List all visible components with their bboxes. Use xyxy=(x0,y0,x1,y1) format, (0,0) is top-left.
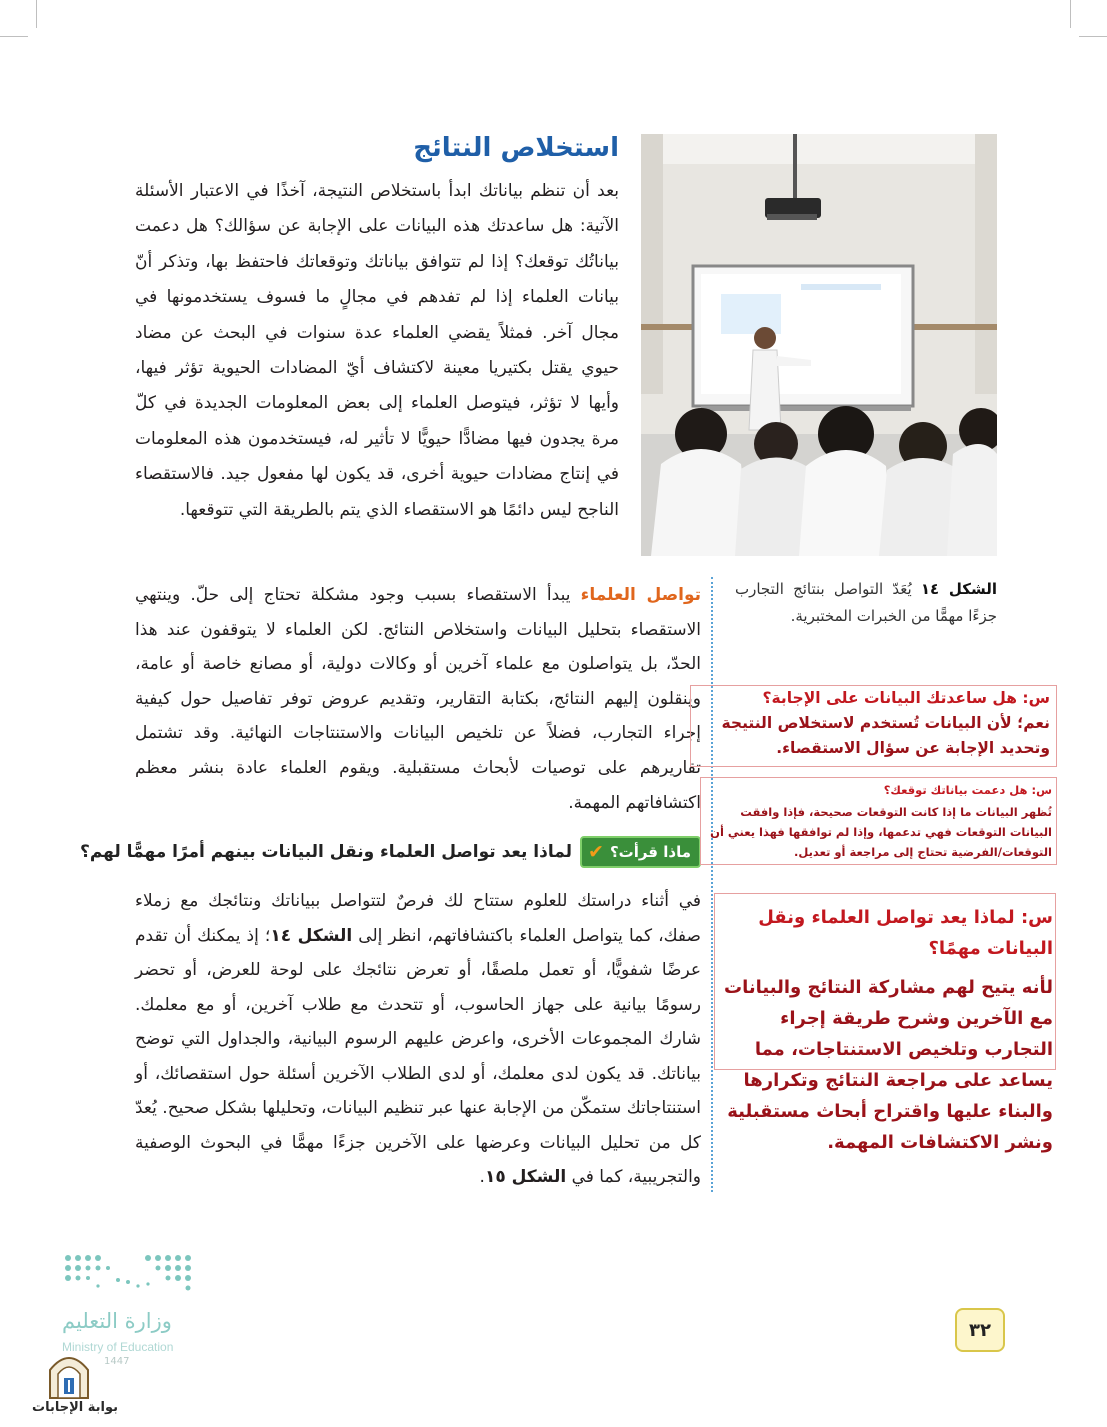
reading-check-badge xyxy=(580,836,701,868)
crop-mark xyxy=(1079,36,1107,37)
ministry-name-arabic: وزارة التعليم xyxy=(62,1309,172,1333)
note-question: س: هل دعمت بياناتك توقعك؟ xyxy=(883,783,1052,797)
crop-mark xyxy=(0,36,28,37)
body-text-part: . xyxy=(479,1167,485,1187)
note-answer: تُظهر البيانات ما إذا كانت التوقعات صحيحة، فإذا وافقت البيانات التوقعات فهي تدعمها، وإذا لم توافقها فهذا يعني أن التوقعات/الفرضية تحتاج إلى مراجعة أو تعديل. xyxy=(710,805,1052,859)
note-answer: نعم؛ لأن البيانات تُستخدم لاستخلاص النتيجة وتحديد الإجابة عن سؤال الاستقصاء. xyxy=(721,714,1050,757)
note-question: س: هل ساعدتك البيانات على الإجابة؟ xyxy=(762,689,1050,707)
checkmark-icon: ✔ xyxy=(588,841,604,863)
figure-caption-text: يُعَدّ التواصل بنتائج التجارب جزءًا مهمًّا من الخبرات المختبرية. xyxy=(735,580,997,625)
crop-mark xyxy=(1070,0,1071,28)
figure-reference: الشكل ١٥ xyxy=(484,1167,567,1187)
intro-paragraph: بعد أن تنظم بياناتك ابدأ باستخلاص النتيجة، آخذًا في الاعتبار الأسئلة الآتية: هل ساعدتك هذه البيانات على الإجابة عن سؤالك؟ هل دعمت بياناتُك توقعك؟ إذا لم تتوافق بياناتك وتوقعاتك فاحتفظ بها، وتذكر أنّ بيانات العلماء إذا لم تفدهم في مجالٍ ما فسوف يستخدمونها في مجال آخر. فمثلاً يقضي العلماء عدة سنوات في البحث عن مضاد حيوي يقتل بكتيريا معينة لاكتشاف أيّ المضادات الحيوية تؤثر فيها، وأيها لا تؤثر، فيتوصل العلماء إلى بعض المعلومات الجديدة في كلّ مرة يجدون فيها مضادًّا حيويًّا لا تأثير له، فيستخدمون هذه المعلومات في إنتاج مضادات حيوية أخرى، قد يكون لها مفعول جيد. فالاستقصاء الناجح ليس دائمًا هو الاستقصاء الذي يتم بالطريقة التي تتوقعها. xyxy=(135,181,619,520)
note-answer: لأنه يتيح لهم مشاركة النتائج والبيانات مع الآخرين وشرح طريقة إجراء التجارب وتلخيص الاستنتاجات، مما يساعد على مراجعة النتائج وتكرارها والبناء عليها واقتراح أبحاث مستقبلية ونشر الاكتشافات المهمة. xyxy=(724,977,1053,1153)
reading-check-label: ماذا قرأت؟ xyxy=(609,843,691,861)
edition-year: 1447 xyxy=(104,1356,130,1367)
communication-text: يبدأ الاستقصاء بسبب وجود مشكلة تحتاج إلى حلّ. وينتهي الاستقصاء بتحليل البيانات واستخلاص النتائج. لكن العلماء لا يتوقفون عند هذا الحدّ، بل يتواصلون مع علماء آخرين أو وكالات دولية، أو مصانع خاصة أو عامة، وينقلون إليهم النتائج، بكتابة التقارير، وتقديم عروض توفر تفاصيل حول كيفية إجراء التجارب، فضلاً عن تلخيص البيانات والاستنتاجات النهائية. وقد تشتمل تقاريرهم على توصيات لأبحاث مستقبلية. ويقوم العلماء عادة بنشر معظم اكتشافاتهم المهمة. xyxy=(135,585,701,813)
body-text-part: ؛ إذ يمكنك أن تقدم عرضًا شفويًّا، أو تعمل ملصقًا، أو تعرض نتائجك على لوحة للعرض، أو تحضر رسومًا بيانية على جهاز الحاسوب، أو تتحدث مع طلاب آخرين، أو مع معلمك. شارك المجموعات الأخرى، واعرض عليهم الرسوم البيانية، والجداول التي توضح بياناتك. قد يكون لدى معلمك، أو لدى الطلاب الآخرين أسئلة حول استقصائك، أو استنتاجاتك ستمكّن من الإجابة عنها عبر تنظيم البيانات، وتحليلها بشكل صحيح. يُعدّ كل من تحليل البيانات وعرضها على الآخرين جزءًا مهمًّا في البحوث الوصفية والتجريبية، كما في xyxy=(135,925,701,1187)
body-paragraph xyxy=(135,884,701,1195)
reading-check-question: لماذا يعد تواصل العلماء ونقل البيانات بينهم أمرًا مهمًّا لهم؟ xyxy=(79,842,573,862)
ministry-logo-dots xyxy=(62,1252,198,1298)
answer-note xyxy=(714,893,1056,1153)
portal-logo-icon xyxy=(46,1350,92,1400)
ministry-name-english: Ministry of Education xyxy=(62,1340,174,1354)
note-question: س: لماذا يعد تواصل العلماء ونقل البيانات مهمًا؟ xyxy=(758,907,1053,959)
section-heading: استخلاص النتائج xyxy=(413,133,619,163)
classroom-photo xyxy=(641,134,997,556)
portal-label: بوابة الإجابات xyxy=(32,1400,118,1415)
answer-note xyxy=(690,685,1057,767)
key-term: تواصل العلماء xyxy=(580,585,701,605)
column-divider xyxy=(711,577,713,1192)
reading-check xyxy=(80,836,701,868)
classroom-illustration xyxy=(641,134,997,556)
crop-mark xyxy=(36,0,37,28)
figure-label: الشكل ١٤ xyxy=(920,580,997,598)
figure-caption xyxy=(735,576,997,630)
body-text-part: في أثناء دراستك للعلوم ستتاح لك فرصٌ لتتواصل ببياناتك ونتائجك مع زملاء صفك، كما يتواصل العلماء باكتشافاتهم، انظر إلى xyxy=(135,891,701,946)
answer-note xyxy=(700,777,1057,865)
page-number: ٣٢ xyxy=(955,1308,1005,1352)
figure-reference: الشكل ١٤ xyxy=(270,925,353,946)
communication-paragraph xyxy=(135,578,701,820)
